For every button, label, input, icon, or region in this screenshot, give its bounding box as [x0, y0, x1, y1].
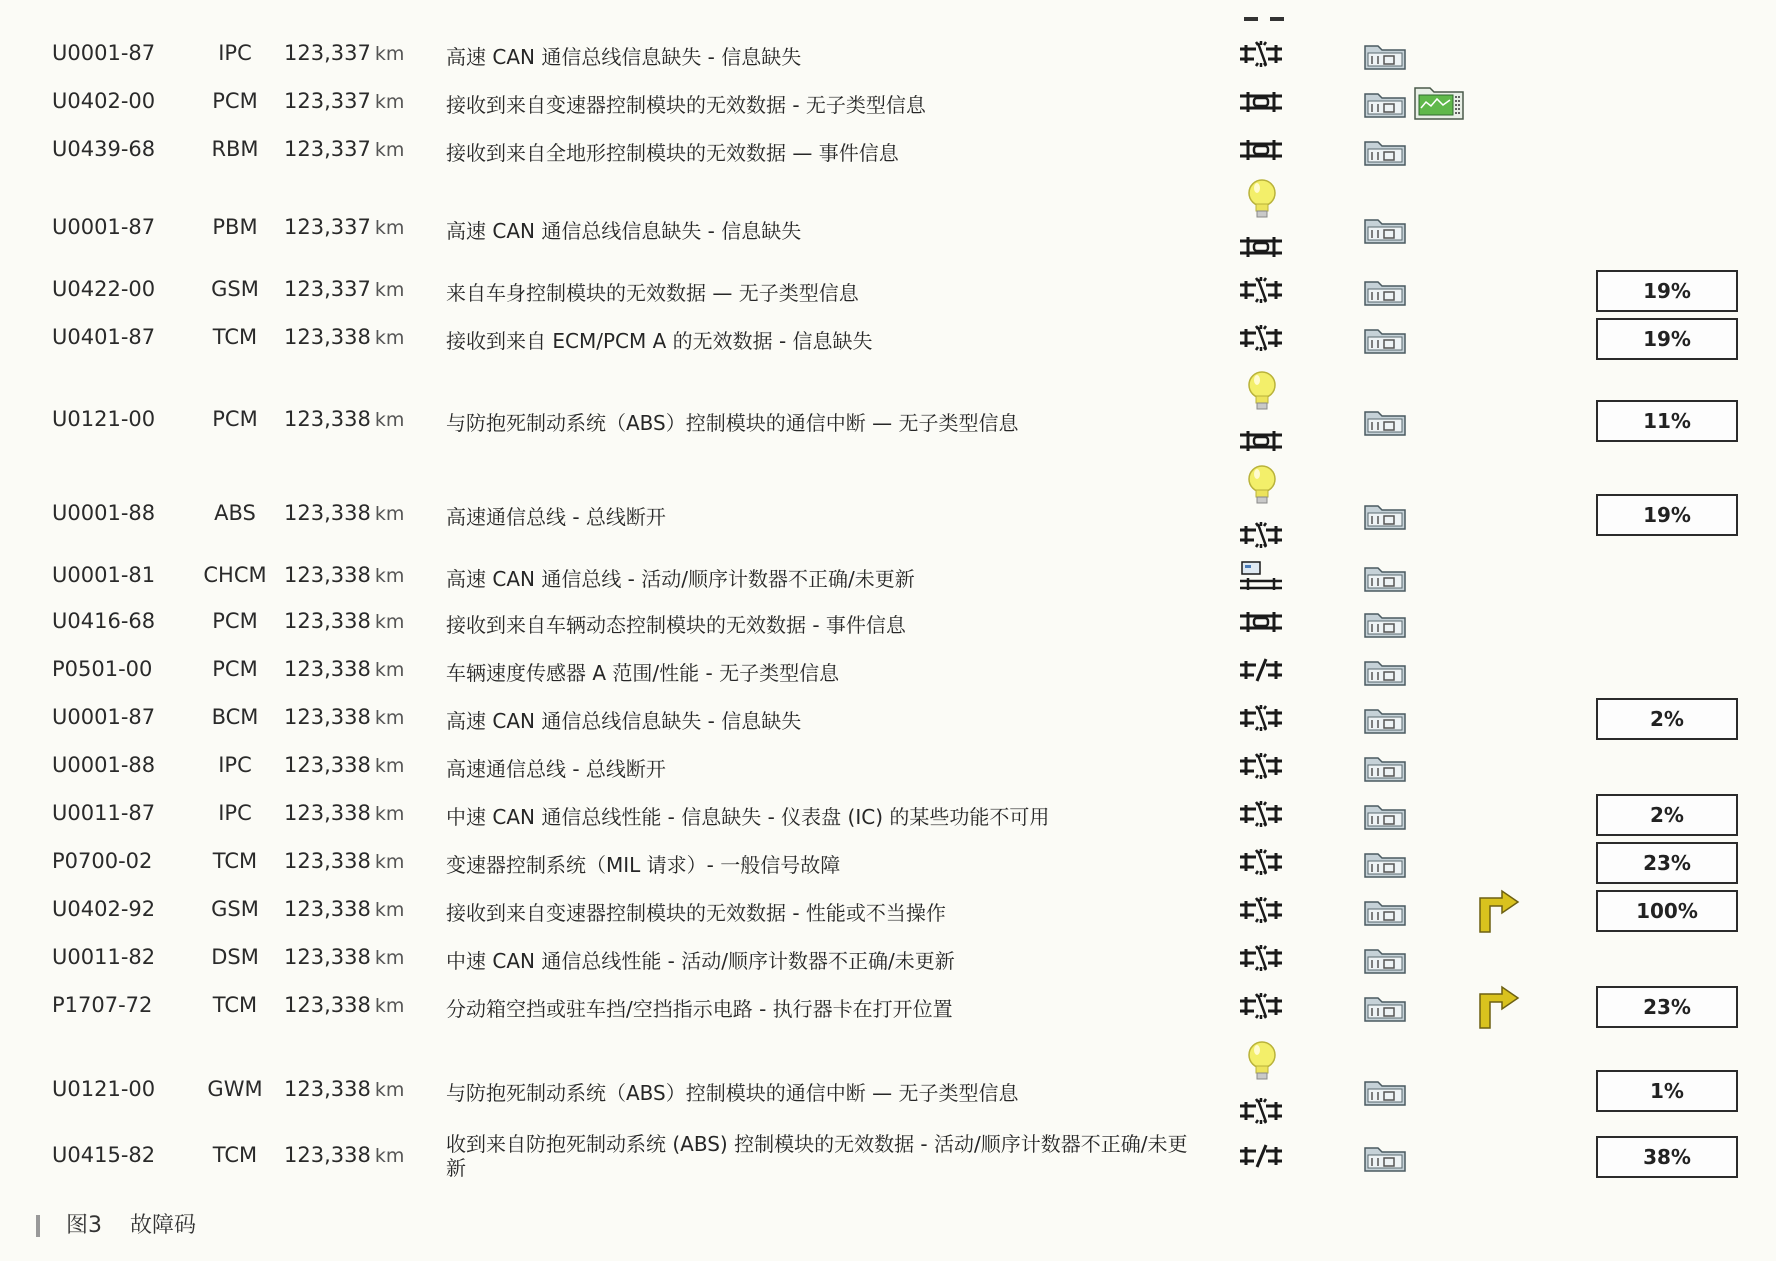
folder-icon[interactable]: [1362, 798, 1408, 832]
odometer-value: 123,337: [284, 137, 371, 161]
status-icons: [1232, 602, 1288, 642]
module-name: PCM: [212, 657, 258, 681]
odometer: [284, 753, 424, 777]
occurrence-percent: 23%: [1596, 986, 1738, 1028]
occurrence-percent: 1%: [1596, 1070, 1738, 1112]
circuit-broken-icon[interactable]: [1236, 703, 1286, 733]
folder-icon[interactable]: [1362, 654, 1408, 688]
module-name: PCM: [212, 407, 258, 431]
circuit-slash-icon[interactable]: [1236, 1141, 1286, 1171]
status-icons: [1232, 746, 1288, 786]
guided-action-arrow-icon[interactable]: [1466, 984, 1520, 1030]
status-icons: [1232, 698, 1288, 738]
folder-icon[interactable]: [1362, 560, 1408, 594]
dtc-row[interactable]: [0, 1128, 1776, 1184]
odometer-value: 123,338: [284, 897, 371, 921]
dtc-row[interactable]: [0, 554, 1776, 598]
circuit-chain-icon[interactable]: [1236, 87, 1286, 117]
dtc-code: U0001-81: [52, 563, 156, 587]
status-icons: [1232, 388, 1288, 452]
module-name: PCM: [212, 89, 258, 113]
dtc-description: 高速 CAN 通信总线信息缺失 - 信息缺失: [446, 219, 802, 243]
odometer-unit: km: [374, 803, 405, 825]
odometer-value: 123,337: [284, 215, 371, 239]
dtc-row[interactable]: [0, 650, 1776, 690]
circuit-chain-icon[interactable]: [1236, 607, 1286, 637]
status-icons: [1232, 842, 1288, 882]
odometer: [284, 41, 424, 65]
odometer-unit: km: [374, 91, 405, 113]
odometer: [284, 277, 424, 301]
dtc-row[interactable]: [0, 270, 1776, 310]
warning-lamp-icon[interactable]: [1246, 370, 1278, 414]
status-icons: [1232, 554, 1288, 598]
circuit-broken-icon[interactable]: [1236, 943, 1286, 973]
module-name: RBM: [211, 137, 259, 161]
module-name: GSM: [211, 897, 259, 921]
occurrence-percent: 19%: [1596, 270, 1738, 312]
dtc-row[interactable]: [0, 34, 1776, 74]
odometer: [284, 657, 424, 681]
figure-caption: [36, 1208, 196, 1239]
dtc-description: 高速 CAN 通信总线信息缺失 - 信息缺失: [446, 709, 802, 733]
dtc-code: U0422-00: [52, 277, 156, 301]
guided-action-arrow-icon[interactable]: [1466, 888, 1520, 934]
folder-icon[interactable]: [1362, 1140, 1408, 1174]
module-name: IPC: [218, 753, 252, 777]
odometer-value: 123,337: [284, 277, 371, 301]
odometer-value: 123,338: [284, 1077, 371, 1101]
dtc-code: U0121-00: [52, 1077, 156, 1101]
caption-bar: [36, 1215, 40, 1237]
dtc-code: U0415-82: [52, 1143, 156, 1167]
status-icons: [1232, 82, 1288, 122]
dtc-code: U0439-68: [52, 137, 156, 161]
circuit-broken-icon[interactable]: [1236, 39, 1286, 69]
module-name: PBM: [212, 215, 258, 239]
warning-lamp-icon[interactable]: [1246, 178, 1278, 222]
occurrence-percent: 11%: [1596, 400, 1738, 442]
dtc-row[interactable]: [0, 698, 1776, 738]
folder-icon[interactable]: [1362, 990, 1408, 1024]
odometer-unit: km: [374, 139, 405, 161]
occurrence-percent: 100%: [1596, 890, 1738, 932]
odometer: [284, 501, 424, 525]
odometer-unit: km: [374, 755, 405, 777]
odometer-unit: km: [374, 217, 405, 239]
module-name: TCM: [212, 325, 258, 349]
odometer-unit: km: [374, 707, 405, 729]
odometer-value: 123,338: [284, 753, 371, 777]
folder-icon[interactable]: [1362, 750, 1408, 784]
dtc-code: U0001-87: [52, 705, 156, 729]
dtc-code: U0011-82: [52, 945, 156, 969]
dtc-row[interactable]: [0, 82, 1776, 122]
odometer: [284, 609, 424, 633]
dtc-code: U0001-87: [52, 215, 156, 239]
module-name: IPC: [218, 41, 252, 65]
status-icons: [1232, 318, 1288, 358]
dtc-description: 收到来自防抱死制动系统 (ABS) 控制模块的无效数据 - 活动/顺序计数器不正确/未更新: [446, 1132, 1188, 1180]
odometer-value: 123,338: [284, 407, 371, 431]
status-icons: [1232, 482, 1288, 546]
module-name: DSM: [211, 945, 259, 969]
dtc-code: U0121-00: [52, 407, 156, 431]
odometer-value: 123,338: [284, 705, 371, 729]
dtc-description: 中速 CAN 通信总线性能 - 信息缺失 - 仪表盘 (IC) 的某些功能不可用: [446, 805, 1050, 829]
status-icons: [1232, 794, 1288, 834]
status-icons: [1232, 1128, 1288, 1184]
circuit-screen-icon[interactable]: [1236, 561, 1286, 591]
odometer-value: 123,338: [284, 849, 371, 873]
module-name: TCM: [212, 849, 258, 873]
folder-icon[interactable]: [1362, 894, 1408, 928]
dtc-description: 高速通信总线 - 总线断开: [446, 757, 666, 781]
folder-icon[interactable]: [1362, 322, 1408, 356]
occurrence-percent: 2%: [1596, 794, 1738, 836]
odometer-value: 123,338: [284, 325, 371, 349]
dtc-code: P0700-02: [52, 849, 153, 873]
module-name: BCM: [211, 705, 259, 729]
dtc-description: 来自车身控制模块的无效数据 — 无子类型信息: [446, 281, 859, 305]
circuit-broken-icon[interactable]: [1236, 799, 1286, 829]
dtc-code: U0011-87: [52, 801, 156, 825]
occurrence-percent: 2%: [1596, 698, 1738, 740]
dtc-description: 车辆速度传感器 A 范围/性能 - 无子类型信息: [446, 661, 840, 685]
status-icons: [1232, 890, 1288, 930]
dtc-code: U0402-92: [52, 897, 156, 921]
module-name: CHCM: [203, 563, 267, 587]
dtc-row[interactable]: [0, 198, 1776, 258]
dtc-code: U0402-00: [52, 89, 156, 113]
module-name: IPC: [218, 801, 252, 825]
dtc-row[interactable]: [0, 938, 1776, 978]
odometer: [284, 993, 424, 1017]
circuit-slash-icon[interactable]: [1236, 655, 1286, 685]
odometer-unit: km: [374, 1079, 405, 1101]
circuit-broken-icon[interactable]: [1236, 323, 1286, 353]
status-icons: [1232, 34, 1288, 74]
odometer-unit: km: [374, 851, 405, 873]
occurrence-percent: 19%: [1596, 494, 1738, 536]
folder-icon[interactable]: [1362, 942, 1408, 976]
dtc-row[interactable]: [0, 388, 1776, 452]
odometer: [284, 897, 424, 921]
occurrence-percent: 23%: [1596, 842, 1738, 884]
status-icons: [1232, 270, 1288, 310]
odometer-unit: km: [374, 327, 405, 349]
odometer-unit: km: [374, 947, 405, 969]
status-icons: [1232, 130, 1288, 170]
dtc-row[interactable]: [0, 130, 1776, 170]
dtc-code: U0001-88: [52, 753, 156, 777]
circuit-broken-icon[interactable]: [1236, 520, 1286, 550]
dtc-row[interactable]: [0, 1058, 1776, 1122]
dtc-description: 中速 CAN 通信总线性能 - 活动/顺序计数器不正确/未更新: [446, 949, 955, 973]
dtc-description: 接收到来自变速器控制模块的无效数据 - 性能或不当操作: [446, 901, 946, 925]
figure-title: 故障码: [130, 1213, 197, 1238]
odometer-unit: km: [374, 995, 405, 1017]
odometer: [284, 215, 424, 239]
odometer-value: 123,337: [284, 89, 371, 113]
odometer: [284, 89, 424, 113]
warning-lamp-icon[interactable]: [1246, 464, 1278, 508]
warning-lamp-icon[interactable]: [1246, 1040, 1278, 1084]
odometer: [284, 1077, 424, 1101]
dtc-row[interactable]: [0, 794, 1776, 834]
status-icons: [1232, 1058, 1288, 1122]
odometer: [284, 407, 424, 431]
dtc-row[interactable]: [0, 890, 1776, 930]
module-name: PCM: [212, 609, 258, 633]
dtc-description: 接收到来自车辆动态控制模块的无效数据 - 事件信息: [446, 613, 906, 637]
dtc-code: U0001-87: [52, 41, 156, 65]
odometer-value: 123,338: [284, 801, 371, 825]
odometer-value: 123,338: [284, 501, 371, 525]
odometer-value: 123,338: [284, 657, 371, 681]
odometer: [284, 705, 424, 729]
odometer-unit: km: [374, 43, 405, 65]
circuit-broken-icon[interactable]: [1236, 275, 1286, 305]
folder-icon[interactable]: [1362, 498, 1408, 532]
odometer-value: 123,338: [284, 993, 371, 1017]
dtc-description: 变速器控制系统（MIL 请求）- 一般信号故障: [446, 853, 841, 877]
circuit-broken-icon[interactable]: [1236, 895, 1286, 925]
odometer-unit: km: [374, 409, 405, 431]
odometer-unit: km: [374, 899, 405, 921]
odometer-unit: km: [374, 659, 405, 681]
folder-icon[interactable]: [1362, 1074, 1408, 1108]
odometer-unit: km: [374, 1145, 405, 1167]
odometer-unit: km: [374, 279, 405, 301]
freeze-frame-icon[interactable]: [1412, 82, 1466, 122]
dtc-description: 接收到来自全地形控制模块的无效数据 — 事件信息: [446, 141, 899, 165]
odometer: [284, 137, 424, 161]
circuit-chain-icon[interactable]: [1236, 135, 1286, 165]
odometer: [284, 849, 424, 873]
dtc-description: 接收到来自变速器控制模块的无效数据 - 无子类型信息: [446, 93, 926, 117]
dtc-code: P1707-72: [52, 993, 153, 1017]
folder-icon[interactable]: [1362, 134, 1408, 168]
folder-icon[interactable]: [1362, 606, 1408, 640]
circuit-broken-icon[interactable]: [1236, 751, 1286, 781]
odometer: [284, 325, 424, 349]
circuit-broken-icon[interactable]: [1236, 847, 1286, 877]
module-name: GWM: [207, 1077, 263, 1101]
odometer: [284, 563, 424, 587]
dtc-row[interactable]: [0, 842, 1776, 882]
dtc-description: 高速通信总线 - 总线断开: [446, 505, 666, 529]
dtc-description: 分动箱空挡或驻车挡/空挡指示电路 - 执行器卡在打开位置: [446, 997, 953, 1021]
occurrence-percent: 38%: [1596, 1136, 1738, 1178]
dtc-code: P0501-00: [52, 657, 153, 681]
dtc-description: 高速 CAN 通信总线 - 活动/顺序计数器不正确/未更新: [446, 567, 915, 591]
circuit-broken-icon[interactable]: [1236, 1096, 1286, 1126]
dtc-code: U0001-88: [52, 501, 156, 525]
dtc-description: 高速 CAN 通信总线信息缺失 - 信息缺失: [446, 45, 802, 69]
dtc-code: U0401-87: [52, 325, 156, 349]
dtc-row[interactable]: [0, 602, 1776, 642]
status-icons: [1232, 650, 1288, 690]
dtc-row[interactable]: [0, 482, 1776, 546]
folder-icon[interactable]: [1362, 274, 1408, 308]
status-icons: [1232, 198, 1288, 258]
folder-icon[interactable]: [1362, 846, 1408, 880]
folder-icon[interactable]: [1362, 404, 1408, 438]
dtc-description: 接收到来自 ECM/PCM A 的无效数据 - 信息缺失: [446, 329, 873, 353]
status-icons: [1232, 986, 1288, 1026]
figure-number: 图3: [66, 1213, 102, 1238]
odometer-value: 123,337: [284, 41, 371, 65]
folder-icon[interactable]: [1362, 212, 1408, 246]
odometer: [284, 801, 424, 825]
module-name: GSM: [211, 277, 259, 301]
odometer-value: 123,338: [284, 945, 371, 969]
status-icons: [1232, 938, 1288, 978]
odometer-unit: km: [374, 611, 405, 633]
dtc-row[interactable]: [0, 746, 1776, 786]
odometer-value: 123,338: [284, 609, 371, 633]
dtc-description: 与防抱死制动系统（ABS）控制模块的通信中断 — 无子类型信息: [446, 1081, 1019, 1105]
dtc-row[interactable]: [0, 318, 1776, 358]
odometer-value: 123,338: [284, 1143, 371, 1167]
folder-icon[interactable]: [1362, 38, 1408, 72]
folder-icon[interactable]: [1362, 702, 1408, 736]
module-name: ABS: [214, 501, 256, 525]
odometer-unit: km: [374, 565, 405, 587]
circuit-chain-icon[interactable]: [1236, 232, 1286, 262]
dtc-row[interactable]: [0, 986, 1776, 1026]
dtc-code: U0416-68: [52, 609, 156, 633]
dtc-description: 与防抱死制动系统（ABS）控制模块的通信中断 — 无子类型信息: [446, 411, 1019, 435]
odometer-value: 123,338: [284, 563, 371, 587]
occurrence-percent: 19%: [1596, 318, 1738, 360]
circuit-broken-icon[interactable]: [1236, 991, 1286, 1021]
circuit-chain-icon[interactable]: [1236, 426, 1286, 456]
module-name: TCM: [212, 993, 258, 1017]
odometer: [284, 1143, 424, 1167]
odometer-unit: km: [374, 503, 405, 525]
folder-icon[interactable]: [1362, 86, 1408, 120]
module-name: TCM: [212, 1143, 258, 1167]
odometer: [284, 945, 424, 969]
